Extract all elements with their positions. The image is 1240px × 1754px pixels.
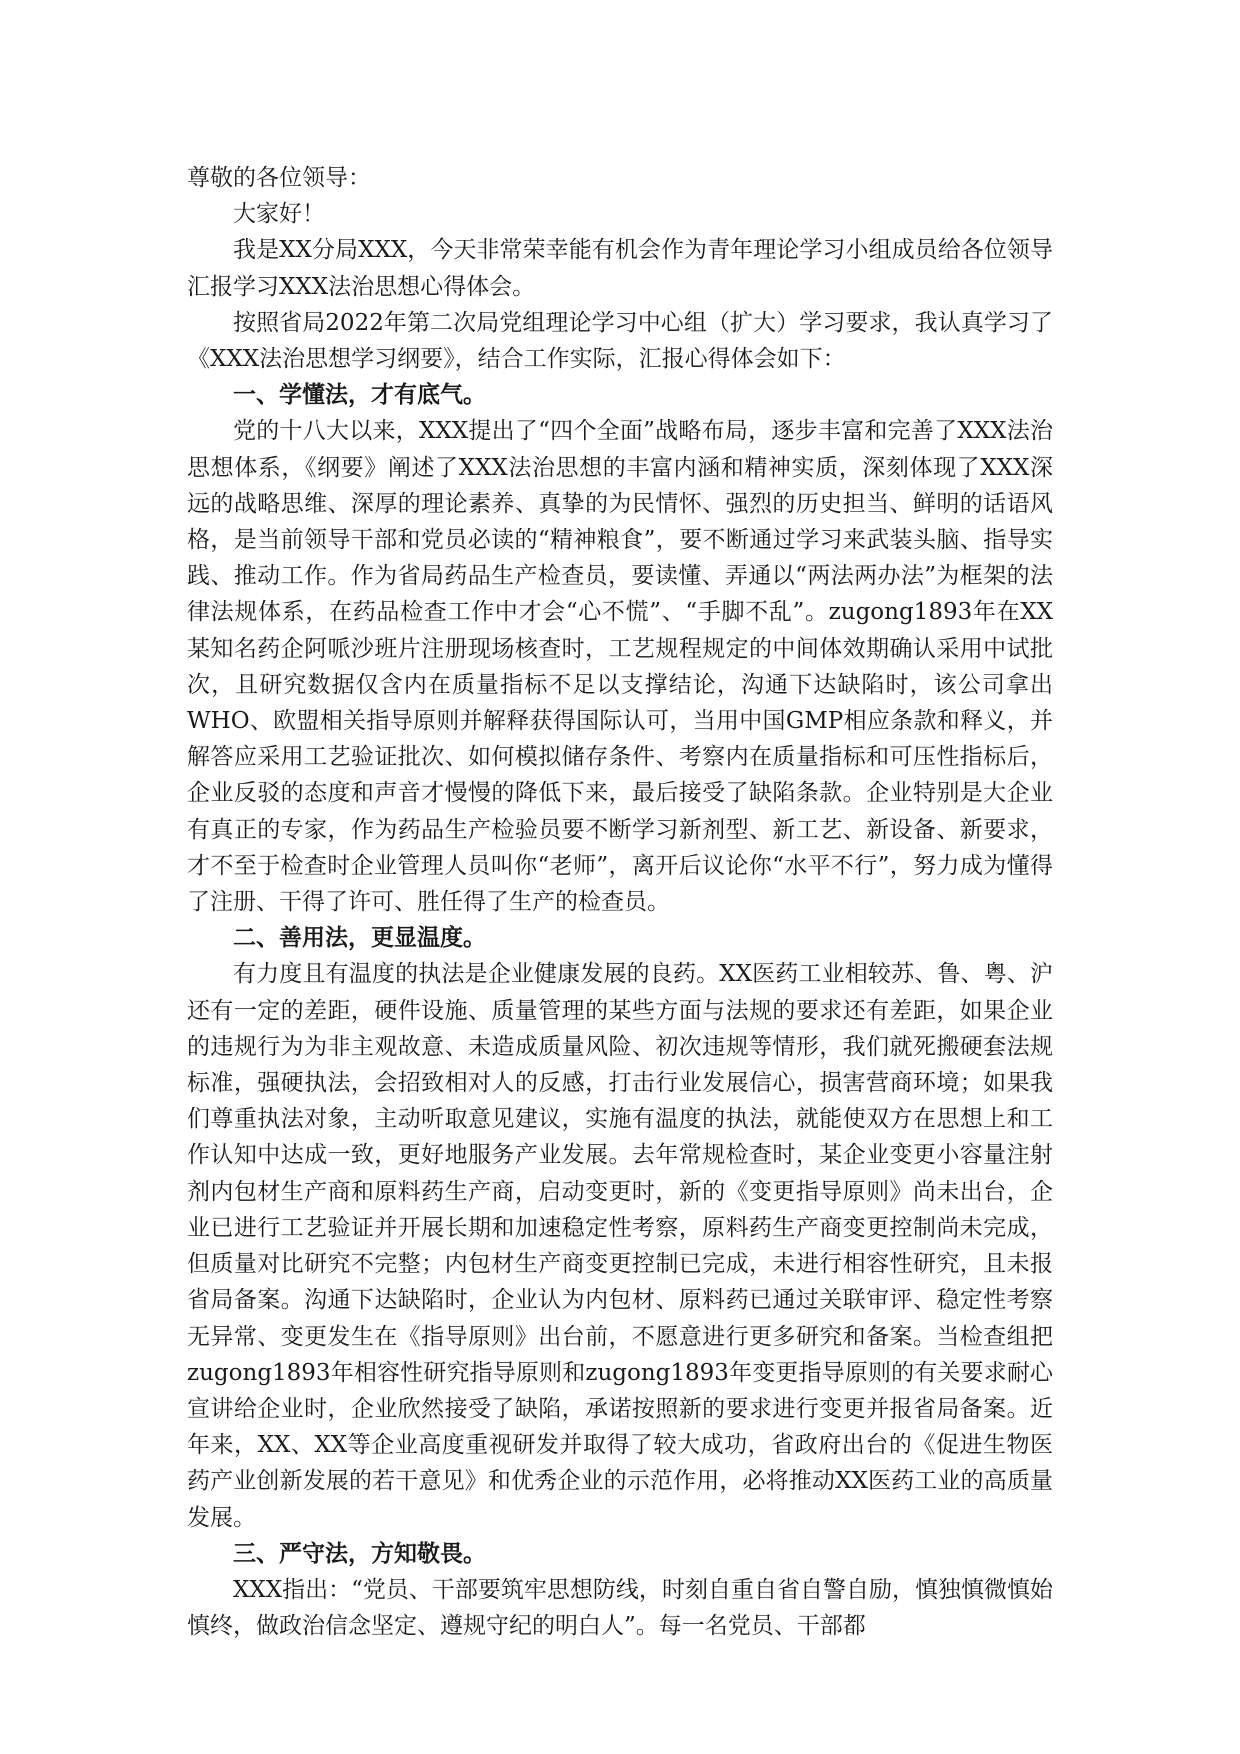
section-body: XXX指出：“党员、干部要筑牢思想防线，时刻自重自省自警自励，慎独慎微慎始慎终，做政治信念坚定、遵规守纪的明白人”。每一名党员、干部都 [187,1576,1053,1640]
document-body [187,160,1053,1644]
intro-paragraph: 我是XX分局XXX，今天非常荣幸能有机会作为青年理论学习小组成员给各位领导汇报学习XXX法治思想心得体会。 [187,237,1053,300]
section-heading: 一、学懂法，才有底气。 [233,381,486,409]
section-heading: 二、善用法，更显温度。 [233,924,486,952]
greeting: 大家好！ [233,201,325,228]
section-body: 有力度且有温度的执法是企业健康发展的良药。XX医药工业相较苏、鲁、粤、沪还有一定的差距，硬件设施、质量管理的某些方面与法规的要求还有差距，如果企业的违规行为为非主观故意、未造成质量风险、初次违规等情形，我们就死搬硬套法规标准，强硬执法，会招致相对人的反感，打击行业发展信心，损害营商环境；如果我们尊重执法对象，主动听取意见建议，实施有温度的执法，就能使双方在思想上和工作认知中达成一致，更好地服务产业发展。去年常规检查时，某企业变更小容量注射剂内包材生产商和原料药生产商，启动变更时，新的《变更指导原则》尚未出台，企业已进行工艺验证并开展长期和加速稳定性考察，原料药生产商变更控制尚未完成，但质量对比研究不完整；内包材生产商变更控制已完成，未进行相容性研究，且未报省局备案。沟通下达缺陷时，企业认为内包材、原料药已通过关联审评、稳定性考察无异常、变更发生在《指导原则》出台前，不愿意进行更多研究和备案。当检查组把zugong1893年相容性研究指导原则和zugong1893年变更指导原则的有关要求耐心宣讲给企业时，企业欣然接受了缺陷，承诺按照新的要求进行变更并报省局备案。近年来，XX、XX等企业高度重视研发并取得了较大成功，省政府出台的《促进生物医药产业创新发展的若干意见》和优秀企业的示范作用，必将推动XX医药工业的高质量发展。 [187,961,1053,1531]
section-heading: 三、严守法，方知敬畏。 [233,1539,486,1567]
section-body: 党的十八大以来，XXX提出了“四个全面”战略布局，逐步丰富和完善了XXX法治思想体系，《纲要》阐述了XXX法治思想的丰富内涵和精神实质，深刻体现了XXX深远的战略思维、深厚的理论素养、真挚的为民情怀、强烈的历史担当、鲜明的话语风格，是当前领导干部和党员必读的“精神粮食”，要不断通过学习来武装头脑、指导实践、推动工作。作为省局药品生产检查员，要读懂、弄通以“两法两办法”为框架的法律法规体系，在药品检查工作中才会“心不慌”、“手脚不乱”。zugong1893年在XX某知名药企阿哌沙班片注册现场核查时，工艺规程规定的中间体效期确认采用中试批次，且研究数据仅含内在质量指标不足以支撑结论，沟通下达缺陷时，该公司拿出WHO、欧盟相关指导原则并解释获得国际认可，当用中国GMP相应条款和释义，并解答应采用工艺验证批次、如何模拟储存条件、考察内在质量指标和可压性指标后，企业反驳的态度和声音才慢慢的降低下来，最后接受了缺陷条款。企业特别是大企业有真正的专家，作为药品生产检验员要不断学习新剂型、新工艺、新设备、新要求，才不至于检查时企业管理人员叫你“老师”，离开后议论你“水平不行”，努力成为懂得了注册、干得了许可、胜任得了生产的检查员。 [187,418,1053,916]
salutation: 尊敬的各位领导： [187,165,371,191]
intro-paragraph: 按照省局2022年第二次局党组理论学习中心组（扩大）学习要求，我认真学习了《XXX法治思想学习纲要》，结合工作实际，汇报心得体会如下： [187,309,1053,373]
